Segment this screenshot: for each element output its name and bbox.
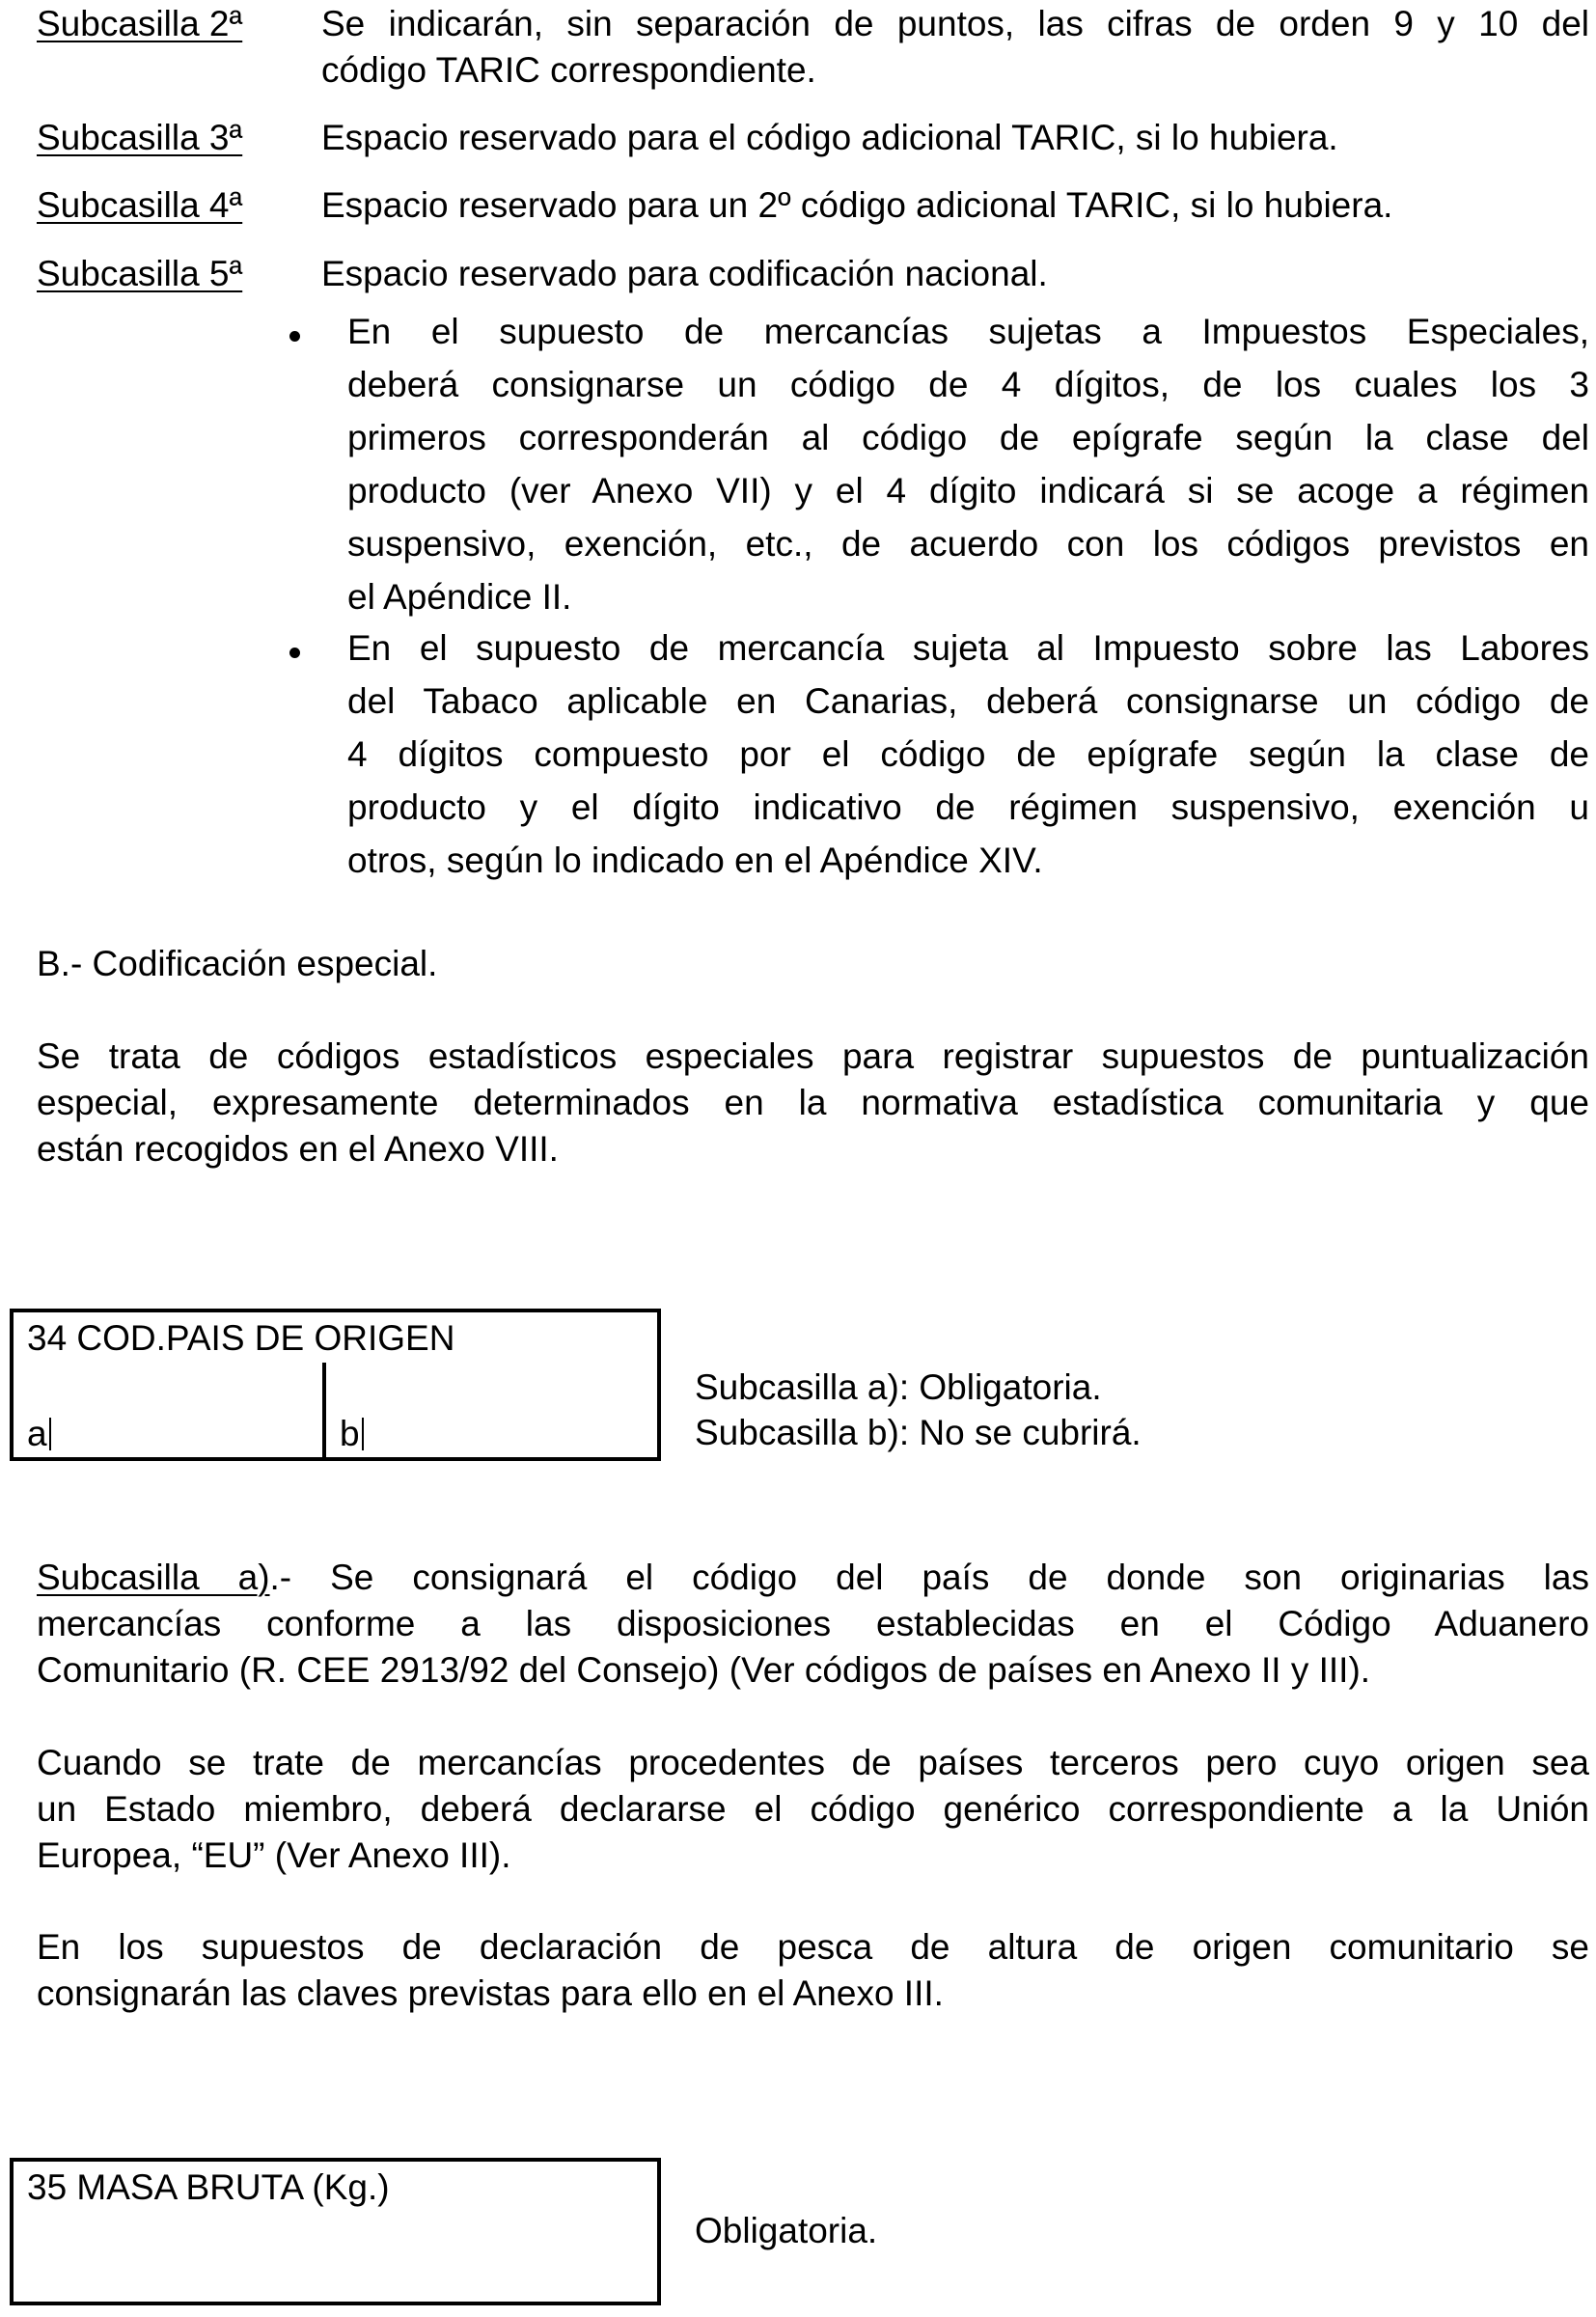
paragraph-line: un Estado miembro, deberá declararse el código genérico correspondiente a la Unión bbox=[37, 1789, 1589, 1829]
box-35-masa-bruta bbox=[10, 2158, 661, 2305]
box-34-title: 34 COD.PAIS DE ORIGEN bbox=[27, 1318, 455, 1358]
box-34-cell-b[interactable] bbox=[340, 1410, 364, 1457]
paragraph-line: consignarán las claves previstas para ello en el Anexo III. bbox=[37, 1973, 944, 2013]
box-34-cell-a[interactable] bbox=[27, 1410, 51, 1457]
bullet-line: suspensivo, exención, etc., de acuerdo con los códigos previstos en bbox=[347, 524, 1589, 564]
bullet-line: otros, según lo indicado en el Apéndice XIV. bbox=[347, 841, 1043, 880]
subcasilla-3-label: Subcasilla 3ª bbox=[37, 118, 243, 157]
box-34-note-a: Subcasilla a): Obligatoria. bbox=[695, 1367, 1102, 1407]
box-34-divider bbox=[322, 1363, 326, 1461]
bullet-line: el Apéndice II. bbox=[347, 577, 572, 617]
box-35-note: Obligatoria. bbox=[695, 2211, 878, 2250]
pesca-altura-paragraph bbox=[37, 1924, 1589, 2017]
bullet-line: producto y el dígito indicativo de régimen suspensivo, exención u bbox=[347, 787, 1589, 827]
bullet-line: deberá consignarse un código de 4 dígitos, de los cuales los 3 bbox=[347, 365, 1589, 404]
box-35-title: 35 MASA BRUTA (Kg.) bbox=[27, 2167, 390, 2207]
box-34-cod-pais-origen bbox=[10, 1309, 661, 1461]
bullet-line: producto (ver Anexo VII) y el 4 dígito indicará si se acoge a régimen bbox=[347, 471, 1589, 510]
paragraph-line: Comunitario (R. CEE 2913/92 del Consejo) (Ver códigos de países en Anexo II y III). bbox=[37, 1650, 1371, 1690]
box-34-note-b: Subcasilla b): No se cubrirá. bbox=[695, 1413, 1142, 1452]
subcasilla-2-text-line-2: código TARIC correspondiente. bbox=[321, 50, 816, 90]
subcasilla-4-text: Espacio reservado para un 2º código adicional TARIC, si lo hubiera. bbox=[321, 185, 1393, 225]
subcasilla-5-text: Espacio reservado para codificación nacional. bbox=[321, 254, 1048, 293]
bullet-line: 4 dígitos compuesto por el código de epígrafe según la clase de bbox=[347, 734, 1589, 774]
paragraph-line: Cuando se trate de mercancías procedentes de países terceros pero cuyo origen sea bbox=[37, 1743, 1589, 1782]
bullet-line: primeros corresponderán al código de epígrafe según la clase del bbox=[347, 418, 1589, 457]
bullet-icon bbox=[289, 331, 300, 342]
cursor-icon bbox=[49, 1418, 51, 1450]
paragraph-line: mercancías conforme a las disposiciones establecidas en el Código Aduanero bbox=[37, 1604, 1589, 1643]
paragraph-line: están recogidos en el Anexo VIII. bbox=[37, 1129, 559, 1169]
subcasilla-3-text: Espacio reservado para el código adicional TARIC, si lo hubiera. bbox=[321, 118, 1338, 157]
subcasilla-2-text-line-1: Se indicarán, sin separación de puntos, las cifras de orden 9 y 10 del bbox=[321, 4, 1589, 43]
bullet-item-labores-tabaco bbox=[347, 621, 1589, 887]
subcasilla-a-paragraph bbox=[37, 1555, 1589, 1694]
eu-origin-paragraph bbox=[37, 1740, 1589, 1879]
box-34-cell-b-label: b bbox=[340, 1414, 360, 1453]
bullet-item-impuestos-especiales bbox=[347, 305, 1589, 623]
bullet-icon bbox=[289, 648, 300, 658]
paragraph-line: Se trata de códigos estadísticos especiales para registrar supuestos de puntualización bbox=[37, 1036, 1589, 1076]
subcasilla-2-label: Subcasilla 2ª bbox=[37, 4, 243, 43]
subcasilla-a-first-line: .- Se consignará el código del país de donde son originarias las bbox=[269, 1558, 1589, 1597]
bullet-line: del Tabaco aplicable en Canarias, deberá consignarse un código de bbox=[347, 681, 1589, 721]
paragraph-line bbox=[37, 1555, 1589, 1601]
subcasilla-5-label: Subcasilla 5ª bbox=[37, 254, 243, 293]
section-b-paragraph bbox=[37, 1034, 1589, 1172]
bullet-line: En el supuesto de mercancías sujetas a Impuestos Especiales, bbox=[347, 312, 1589, 351]
box-34-cell-a-label: a bbox=[27, 1414, 47, 1453]
paragraph-line: Europea, “EU” (Ver Anexo III). bbox=[37, 1835, 511, 1875]
section-b-heading: B.- Codificación especial. bbox=[37, 944, 438, 983]
bullet-line: En el supuesto de mercancía sujeta al Impuesto sobre las Labores bbox=[347, 628, 1589, 668]
paragraph-line: En los supuestos de declaración de pesca de altura de origen comunitario se bbox=[37, 1927, 1589, 1967]
subcasilla-a-label: Subcasilla a) bbox=[37, 1558, 270, 1597]
subcasilla-4-label: Subcasilla 4ª bbox=[37, 185, 243, 225]
cursor-icon bbox=[362, 1418, 364, 1450]
paragraph-line: especial, expresamente determinados en la normativa estadística comunitaria y que bbox=[37, 1083, 1589, 1122]
